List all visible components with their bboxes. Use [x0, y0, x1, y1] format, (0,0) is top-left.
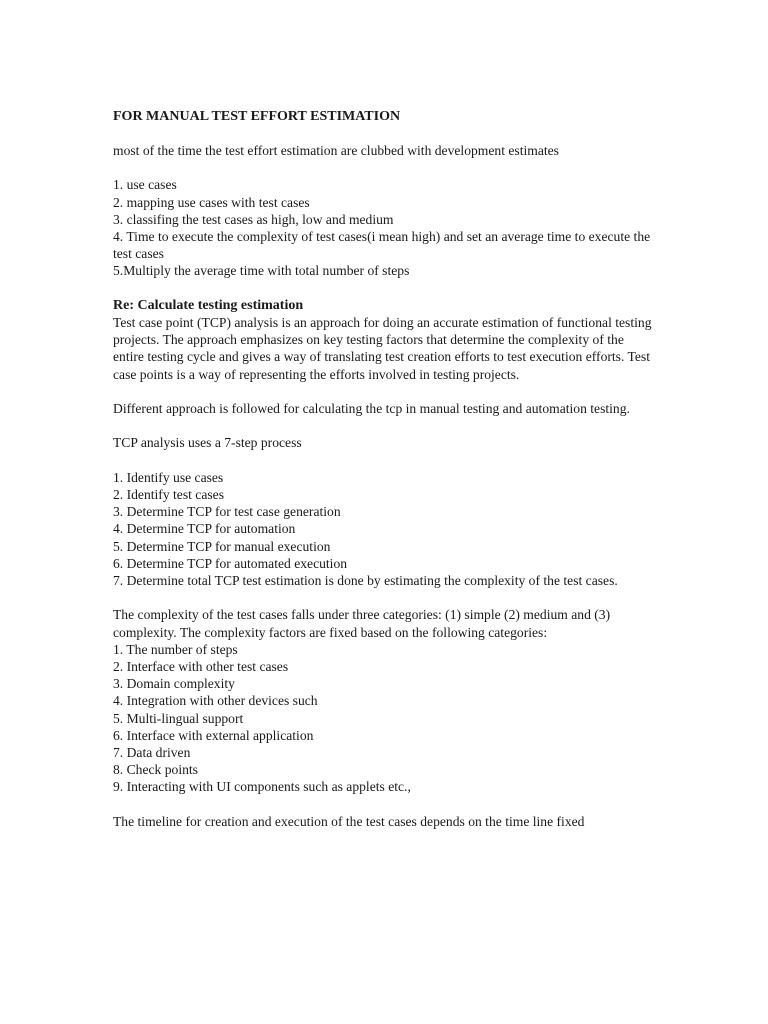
- spacer: [113, 383, 653, 400]
- list-item: 4. Time to execute the complexity of test cases(i mean high) and set an average time to execute the test cases: [113, 229, 651, 262]
- approach-paragraph: Different approach is followed for calculating the tcp in manual testing and automation testing.: [113, 401, 630, 416]
- list-item: 4. Integration with other devices such: [113, 693, 318, 709]
- complexity-factors-list: [113, 641, 653, 796]
- list-item: 5. Determine TCP for manual execution: [113, 538, 331, 554]
- list-item: 5. Multi-lingual support: [113, 710, 244, 726]
- list-item: 5.Multiply the average time with total number of steps: [113, 263, 410, 279]
- list-item: 6. Determine TCP for automated execution: [113, 555, 348, 571]
- list-item: 7. Data driven: [113, 745, 191, 761]
- spacer: [113, 589, 653, 606]
- list-item: 8. Check points: [113, 762, 198, 778]
- list-item: 7. Determine total TCP test estimation is done by estimating the complexity of the test cases.: [113, 573, 618, 588]
- list-item: 1. use cases: [113, 177, 177, 193]
- document-title: FOR MANUAL TEST EFFORT ESTIMATION: [113, 109, 401, 124]
- section-heading: Re: Calculate testing estimation: [113, 297, 304, 313]
- spacer: [113, 796, 653, 813]
- document-page: [113, 108, 653, 830]
- list-item: 1. Identify use cases: [113, 469, 224, 485]
- list-item: 3. classifing the test cases as high, low and medium: [113, 211, 394, 227]
- estimation-steps-list: [113, 176, 653, 279]
- list-item: 4. Determine TCP for automation: [113, 521, 296, 537]
- complexity-paragraph: The complexity of the test cases falls under three categories: (1) simple (2) medium and (3) complexity. The complexity factors are fixed based on the following categories:: [113, 607, 611, 640]
- list-item: 3. Determine TCP for test case generation: [113, 504, 341, 520]
- list-item: 2. Interface with other test cases: [113, 659, 289, 674]
- process-intro: TCP analysis uses a 7-step process: [113, 435, 302, 451]
- tcp-steps-list: [113, 469, 653, 589]
- intro-paragraph: most of the time the test effort estimation are clubbed with development estimates: [113, 143, 559, 158]
- list-item: 2. Identify test cases: [113, 486, 224, 502]
- tcp-paragraph: Test case point (TCP) analysis is an approach for doing an accurate estimation of functional testing projects. The approach emphasizes on key testing factors that determine the complexity of the entire testing cycle and gives a way of translating test creation efforts to test execution efforts. Test case points is a way of representing the efforts involved in testing projects.: [113, 315, 652, 382]
- list-item: 2. mapping use cases with test cases: [113, 194, 310, 210]
- list-item: 1. The number of steps: [113, 641, 238, 657]
- list-item: 9. Interacting with UI components such as applets etc.,: [113, 779, 411, 795]
- list-item: 3. Domain complexity: [113, 676, 235, 692]
- spacer: [113, 417, 653, 434]
- spacer: [113, 159, 653, 176]
- timeline-paragraph: The timeline for creation and execution of the test cases depends on the time line fixed: [113, 813, 585, 829]
- spacer: [113, 280, 653, 297]
- spacer: [113, 452, 653, 469]
- list-item: 6. Interface with external application: [113, 727, 314, 743]
